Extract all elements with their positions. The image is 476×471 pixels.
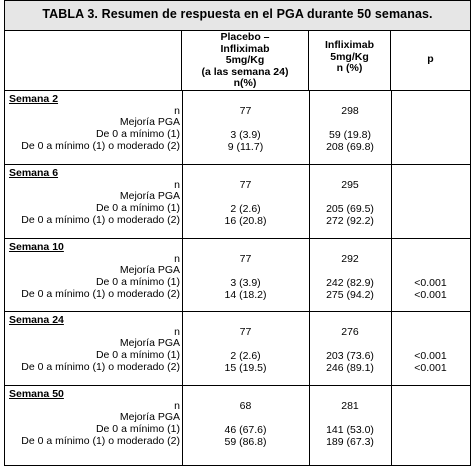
placebo-moderado: 16 (20.8): [224, 215, 267, 227]
section-title: Semana 50: [9, 388, 64, 400]
p-value-moderado: [391, 141, 470, 153]
infliximab-n: 276: [341, 326, 359, 338]
placebo-minimo: 2 (2.6): [230, 203, 261, 215]
header-infliximab-col: Infliximab 5mg/Kg n (%): [308, 31, 391, 91]
placebo-cell: [182, 386, 310, 465]
infliximab-n: 295: [341, 179, 359, 191]
placebo-cell: [182, 239, 310, 311]
p-value-cell: [391, 91, 470, 164]
row-label-minimo: De 0 a mínimo (1): [95, 423, 180, 435]
p-value-minimo: [391, 129, 470, 141]
infliximab-cell: [309, 312, 392, 385]
placebo-minimo: 3 (3.9): [230, 277, 261, 289]
infliximab-n: 281: [341, 400, 359, 412]
infliximab-minimo: 59 (19.8): [328, 129, 372, 141]
results-table: [4, 0, 471, 466]
placebo-n: 77: [239, 326, 252, 338]
p-value-cell: [391, 239, 470, 311]
placebo-minimo: 3 (3.9): [230, 129, 261, 141]
row-label-cell: [5, 239, 183, 311]
p-value-moderado: [391, 215, 470, 227]
section-block: [4, 165, 471, 239]
section-block: [4, 312, 471, 386]
section-title: Semana 6: [9, 167, 59, 179]
infliximab-cell: [309, 165, 392, 238]
infliximab-moderado: 246 (89.1): [326, 362, 374, 374]
row-label-moderado: De 0 a mínimo (1) o moderado (2): [21, 214, 180, 226]
p-value-cell: [391, 165, 470, 238]
p-value-moderado: [391, 436, 470, 448]
row-label-cell: [5, 91, 183, 164]
section-title: Semana 24: [9, 314, 64, 326]
row-label-n: n: [174, 253, 180, 265]
infliximab-n: 298: [341, 105, 359, 117]
placebo-cell: [182, 312, 310, 385]
row-label-minimo: De 0 a mínimo (1): [95, 128, 180, 140]
placebo-moderado: 9 (11.7): [227, 141, 264, 153]
p-value-moderado: <0.001: [414, 362, 447, 374]
p-value-minimo: <0.001: [414, 277, 447, 289]
row-label-mejoria: Mejoría PGA: [119, 411, 180, 423]
row-label-cell: [5, 165, 183, 238]
row-label-n: n: [174, 400, 180, 412]
placebo-moderado: 14 (18.2): [224, 289, 267, 301]
section-block: [4, 239, 471, 312]
row-label-minimo: De 0 a mínimo (1): [95, 276, 180, 288]
infliximab-cell: [309, 91, 392, 164]
infliximab-minimo: 205 (69.5): [326, 203, 374, 215]
row-label-minimo: De 0 a mínimo (1): [95, 349, 180, 361]
header-label-col: [4, 31, 182, 91]
infliximab-cell: [309, 386, 392, 465]
p-value-minimo: [391, 203, 470, 215]
header-placebo-col: Placebo – Infliximab 5mg/Kg (a las semana 24) n(%): [181, 31, 309, 91]
section-block: [4, 91, 471, 165]
row-label-mejoria: Mejoría PGA: [119, 264, 180, 276]
section-title: Semana 2: [9, 93, 59, 105]
row-label-cell: [5, 386, 183, 465]
placebo-moderado: 15 (19.5): [224, 362, 267, 374]
row-label-cell: [5, 312, 183, 385]
p-value-minimo: [391, 424, 470, 436]
placebo-cell: [182, 165, 310, 238]
row-label-n: n: [174, 179, 180, 191]
row-label-n: n: [174, 326, 180, 338]
placebo-n: 77: [239, 179, 252, 191]
row-label-n: n: [174, 105, 180, 117]
row-label-moderado: De 0 a mínimo (1) o moderado (2): [21, 361, 180, 373]
table-title: TABLA 3. Resumen de respuesta en el PGA durante 50 semanas.: [4, 0, 471, 31]
infliximab-moderado: 275 (94.2): [326, 289, 374, 301]
placebo-n: 68: [239, 400, 252, 412]
placebo-minimo: 2 (2.6): [230, 350, 261, 362]
infliximab-minimo: 242 (82.9): [326, 277, 374, 289]
placebo-n: 77: [239, 105, 252, 117]
placebo-cell: [182, 91, 310, 164]
p-value-cell: [391, 386, 470, 465]
placebo-moderado: 59 (86.8): [224, 436, 267, 448]
row-label-moderado: De 0 a mínimo (1) o moderado (2): [21, 140, 180, 152]
infliximab-n: 292: [341, 253, 359, 265]
infliximab-minimo: 141 (53.0): [326, 424, 374, 436]
row-label-mejoria: Mejoría PGA: [119, 190, 180, 202]
row-label-mejoria: Mejoría PGA: [119, 337, 180, 349]
infliximab-cell: [309, 239, 392, 311]
infliximab-minimo: 203 (73.6): [326, 350, 374, 362]
p-value-cell: [391, 312, 470, 385]
header-p-col: p: [390, 31, 471, 91]
infliximab-moderado: 208 (69.8): [326, 141, 374, 153]
section-title: Semana 10: [9, 241, 64, 253]
infliximab-moderado: 189 (67.3): [326, 436, 374, 448]
infliximab-moderado: 272 (92.2): [326, 215, 374, 227]
placebo-n: 77: [239, 253, 252, 265]
section-block: [4, 386, 471, 466]
p-value-minimo: <0.001: [414, 350, 447, 362]
placebo-minimo: 46 (67.6): [224, 424, 267, 436]
row-label-moderado: De 0 a mínimo (1) o moderado (2): [21, 288, 180, 300]
row-label-mejoria: Mejoría PGA: [119, 116, 180, 128]
row-label-moderado: De 0 a mínimo (1) o moderado (2): [21, 435, 180, 447]
row-label-minimo: De 0 a mínimo (1): [95, 202, 180, 214]
p-value-moderado: <0.001: [414, 289, 447, 301]
